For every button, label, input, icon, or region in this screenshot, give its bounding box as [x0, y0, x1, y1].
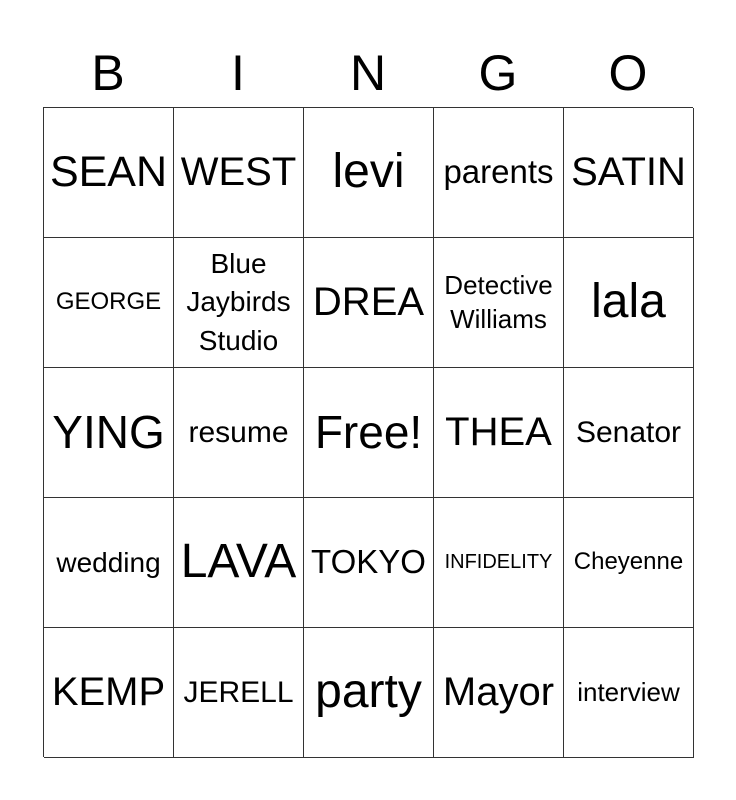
cell-label: DREA	[312, 279, 425, 324]
cell-label: party	[315, 665, 422, 719]
cell-label: JERELL	[183, 675, 294, 709]
bingo-cell[interactable]	[304, 108, 434, 238]
cell-label: Mayor	[442, 669, 555, 714]
cell-label: YING	[52, 406, 165, 459]
header-letter-g: G	[478, 45, 518, 101]
cell-label: Blue Jaybirds Studio	[186, 247, 291, 356]
bingo-cell[interactable]	[564, 368, 694, 498]
cell-label: THEA	[445, 409, 552, 454]
bingo-cell[interactable]	[304, 238, 434, 368]
cell-label: resume	[188, 415, 289, 449]
bingo-cell[interactable]	[564, 108, 694, 238]
cell-label: GEORGE	[55, 288, 162, 316]
bingo-cell[interactable]	[44, 368, 174, 498]
bingo-cell[interactable]	[304, 498, 434, 628]
bingo-cell[interactable]	[304, 628, 434, 758]
bingo-cell[interactable]	[174, 628, 304, 758]
bingo-cell[interactable]	[174, 238, 304, 368]
bingo-board	[43, 107, 693, 757]
bingo-cell[interactable]	[44, 238, 174, 368]
bingo-cell[interactable]	[564, 628, 694, 758]
bingo-cell[interactable]	[44, 108, 174, 238]
header-letter-o: O	[608, 45, 648, 101]
bingo-cell[interactable]	[434, 108, 564, 238]
bingo-header	[43, 40, 693, 106]
bingo-cell[interactable]	[564, 498, 694, 628]
cell-label: lala	[591, 275, 666, 329]
header-letter-n: N	[349, 45, 387, 101]
cell-label: Detective Williams	[444, 269, 553, 334]
cell-label: LAVA	[180, 535, 297, 589]
cell-label: wedding	[56, 546, 161, 578]
bingo-cell[interactable]	[434, 368, 564, 498]
cell-label: SATIN	[571, 149, 686, 194]
bingo-cell[interactable]	[174, 498, 304, 628]
cell-label: parents	[443, 153, 554, 191]
bingo-cell[interactable]	[434, 238, 564, 368]
bingo-cell[interactable]	[564, 238, 694, 368]
cell-label: levi	[332, 145, 405, 199]
cell-label: Senator	[575, 415, 682, 449]
cell-label: WEST	[180, 149, 297, 194]
cell-label: SEAN	[49, 148, 168, 197]
free-space-cell[interactable]	[304, 368, 434, 498]
bingo-cell[interactable]	[44, 628, 174, 758]
free-space-label: Free!	[314, 406, 423, 459]
header-letter-b: B	[91, 45, 125, 101]
header-letter-i: I	[231, 45, 245, 101]
bingo-cell[interactable]	[434, 628, 564, 758]
cell-label: KEMP	[51, 669, 166, 714]
bingo-cell[interactable]	[174, 368, 304, 498]
cell-label: INFIDELITY	[444, 550, 553, 573]
bingo-cell[interactable]	[174, 108, 304, 238]
cell-label: TOKYO	[311, 543, 426, 581]
cell-label: interview	[577, 677, 680, 708]
bingo-cell[interactable]	[434, 498, 564, 628]
cell-label: Cheyenne	[573, 548, 684, 576]
bingo-cell[interactable]	[44, 498, 174, 628]
